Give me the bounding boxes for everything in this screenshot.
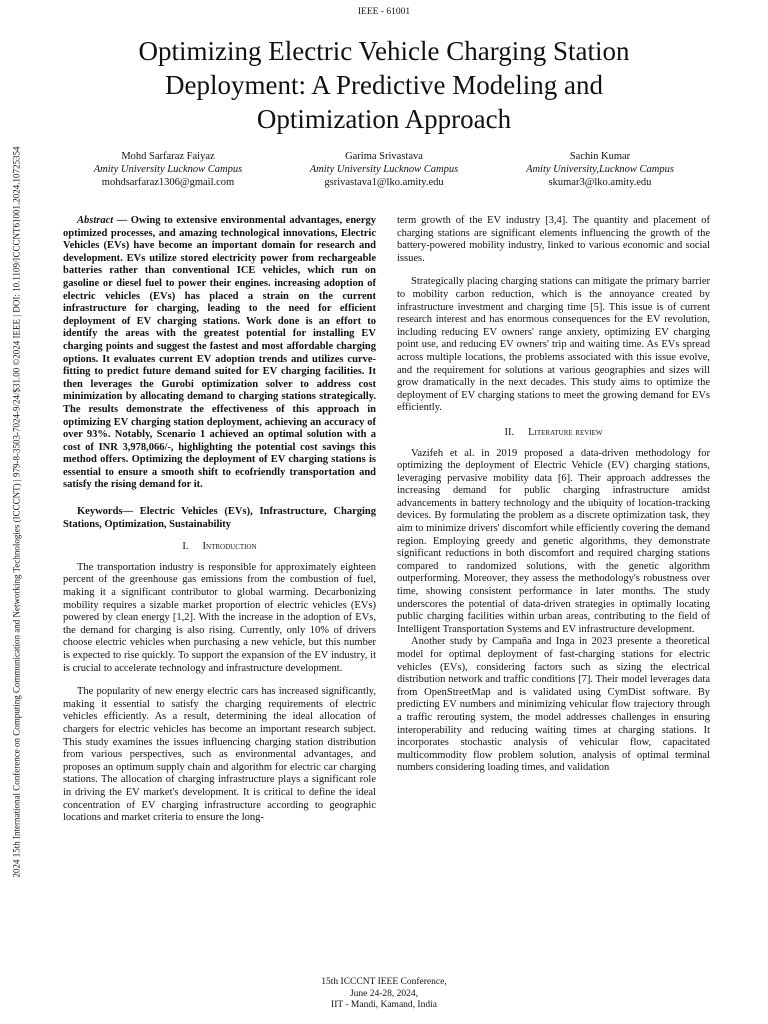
conference-footer: [0, 977, 768, 1012]
literature-paragraph-2: Another study by Campaña and Inga in 2023 presente a theoretical model for optimal deployment of fast-charging stations for electric vehicles (EVs), considering factors such as sizing the electrical distribution network and traffic conditions [7]. Their model leverages data from OpenStreetMap and is validated using CymDist software. By predicting EV numbers and minimizing vehicular flow trajectory through a traffic rerouting system, the model addresses challenges in ensuring interoperability and reducing waiting times at charging stations. It incorporates stochastic analysis of vehicular flow, capacitated multicommodity flow problem solution, analysis of optimal terminal numbers considering loading times, and validation: [397, 636, 710, 774]
section-title: Introduction: [202, 541, 257, 553]
section-number: I.: [182, 541, 189, 553]
author-email: skumar3@lko.amity.edu: [548, 177, 652, 188]
section-title: Literature review: [528, 426, 603, 438]
author-3: [492, 150, 708, 189]
section-heading-introduction: [63, 541, 376, 554]
abstract-label: Abstract: [77, 215, 114, 226]
footer-line-3: IIT - Mandi, Kamand, India: [331, 1000, 437, 1010]
author-email: gsrivastava1@lko.amity.edu: [324, 177, 444, 188]
section-heading-literature-review: [397, 427, 710, 440]
left-column: [63, 215, 376, 825]
author-name: Sachin Kumar: [569, 151, 631, 162]
intro-paragraph-3: Strategically placing charging stations can mitigate the primary barrier to mobility carbon reduction, which is the annoyance created by infrastructure investment and charging time [5]. This issue is of current research interest and has enormous consequences for the EV revolution, including reducing EV owners' range anxiety, optimizing EV charging point use, and reducing EV owners' trip and waiting time. As EVs spread across multiple locations, the problems associated with this issue evolve, and the requirement for solutions at various geographies and sizes will grow dramatically in the next decades. This study aims to optimize the deployment of EV charging stations to meet the growing demand for EVs efficiently.: [397, 276, 710, 414]
title-line-3: Optimization Approach: [256, 104, 512, 134]
author-name: Mohd Sarfaraz Faiyaz: [121, 151, 215, 162]
intro-paragraph-2: The popularity of new energy electric cars has increased significantly, making it essential to satisfy the charging requirements of electric vehicles efficiently. As a result, determining the ideal allocation of chargers for electric vehicles has become an important research subject. This study examines the issues influencing charging station distribution from various perspectives, such as environmental advantages, and proposes an optimum supply chain and algorithm for electric car charging stations. The allocation of charging infrastructure plays a significant role in driving the EV market's development. It is critical to define the ideal concentration of EV charging infrastructure according to geographic locations and market criteria to ensure the long-: [63, 686, 376, 824]
title-line-1: Optimizing Electric Vehicle Charging Station: [138, 36, 630, 66]
author-block: [60, 150, 708, 189]
right-column: [397, 215, 710, 775]
author-1: [60, 150, 276, 189]
intro-paragraph-1: The transportation industry is responsible for approximately eighteen percent of the greenhouse gas emissions from the combustion of fuel, making it a significant contributor to global warming. Decarbonizing mobility requires a sizable market proportion of electric vehicles (EVs) powered by clean energy [1,2]. With the increase in the adoption of EVs, the demand for charging is also rising. Currently, only 10% of drivers choose electric vehicles when purchasing a new vehicle, but this number is expected to rise quickly. To support the expansion of the EV industry, it is crucial to accelerate technology and infrastructure development.: [63, 561, 376, 674]
author-affiliation: Amity University Lucknow Campus: [309, 164, 459, 175]
section-number: II.: [504, 426, 515, 438]
conference-id: IEEE - 61001: [357, 7, 411, 17]
intro-paragraph-2-continued: term growth of the EV industry [3,4]. The quantity and placement of charging stations are significant elements influencing the growth of the battery-powered mobility industry, linked to various economic and social issues.: [397, 215, 710, 264]
abstract-text: — Owing to extensive environmental advantages, energy optimized processes, and amazing technological innovations, Electric Vehicles (EVs) have become an important domain for research and development. EVs utilize stored electricity power from rechargeable batteries rather than conventional ICE vehicles, which run on gasoline or diesel fuel to power their engines. increasing adoption of electric vehicles (EVs) has placed a strain on the current infrastructure for charging, leading to the need for efficient deployment of EV charging stations. Work done is an effort to identify the areas with the greatest potential for installing EV charging points and suggest the fastest and most affordable charging options. It evaluates current EV adoption trends and utilizes curve-fitting to predict future demand suited for EV charging facilities. It then leverages the Gurobi optimization solver to address cost minimization by allocating demand to charging stations strategically. The results demonstrate the effectiveness of this approach in optimizing EV charging station deployment, achieving an accuracy of over 93%. Notably, Scenario 1 achieved an optimal solution with a cost of INR 3,978,066/-, highlighting the potential cost savings this method offers. Optimizing the deployment of EV charging stations is essential to ensure a smooth shift to ecofriendly transportation and satisfy the rising demand for it.: [63, 215, 376, 491]
citation-sidebar: [9, 116, 23, 909]
author-affiliation: Amity University Lucknow Campus: [93, 164, 243, 175]
title-line-2: Deployment: A Predictive Modeling and: [165, 70, 603, 100]
author-affiliation: Amity University,Lucknow Campus: [526, 164, 674, 175]
footer-line-1: 15th ICCCNT IEEE Conference,: [321, 977, 447, 987]
author-name: Garima Srivastava: [345, 151, 423, 162]
author-2: [276, 150, 492, 189]
footer-line-2: June 24-28, 2024,: [349, 988, 419, 999]
author-email: mohdsarfaraz1306@gmail.com: [101, 177, 235, 188]
literature-paragraph-1: Vazifeh et al. in 2019 proposed a data-driven methodology for optimizing the deployment of Electric Vehicle (EV) charging stations, leveraging pervasive mobility data [6]. Their approach addresses the increasing demand for public charging infrastructure amidst advancements in battery technology and the ubiquity of location-tracking devices. By formulating the problem as a discrete optimization task, they aim to minimize drivers' discomfort while efficiently covering the demand region. Employing greedy and genetic algorithms, they demonstrate significant reductions in both discomfort and required charging stations compared to randomized solutions, with the genetic algorithm outperforming. Moreover, they assess the methodology's robustness over time, showing consistent performance in later months. The study underscores the potential of data-driven strategies in optimally locating public charging facilities within urban areas, contributing to the field of Intelligent Transportation Systems and EV infrastructure development.: [397, 447, 710, 635]
paper-title: [60, 34, 708, 136]
keywords: Keywords— Electric Vehicles (EVs), Infrastructure, Charging Stations, Optimization, Sustainability: [63, 506, 376, 530]
abstract: [63, 215, 376, 492]
citation-text: 2024 15th International Conference on Computing Communication and Networking Technologies (ICCCNT) | 979-8-3503-7024-9/24/$31.00 ©2024 IEEE | DOI: 10.1109/ICCCNT61001.2024.10725354: [11, 146, 22, 878]
